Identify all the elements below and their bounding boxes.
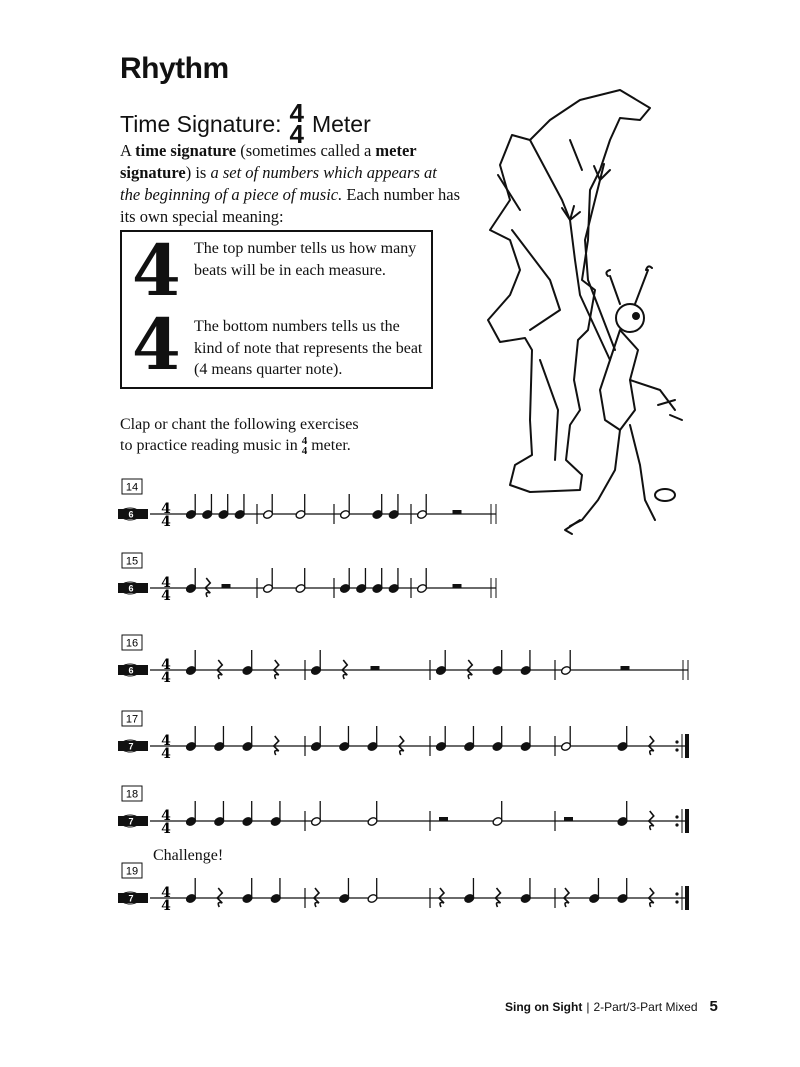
repeat-dot [675, 823, 678, 826]
exercise-number: 18 [125, 788, 139, 801]
half-rest [453, 510, 462, 514]
cd-track-number: 7 [128, 816, 134, 827]
intro-text: ) is [185, 163, 211, 182]
big-bottom-number: 4 [132, 303, 181, 386]
practice-line-1: Clap or chant the following exercises [120, 416, 359, 433]
exercise-number: 17 [125, 713, 139, 726]
time-signature-top: 4 [161, 575, 171, 591]
definition-text: a set of numbers which appears at the beginning of a piece of music. [120, 163, 437, 204]
time-signature-top: 4 [161, 733, 171, 749]
time-signature-bottom: 4 [161, 746, 171, 762]
exercise-number: 14 [125, 481, 139, 494]
term-meter-signature: meter signature [120, 141, 417, 182]
time-signature-bottom: 4 [161, 670, 171, 686]
half-rest [371, 666, 380, 670]
time-signature-top: 4 [161, 501, 171, 517]
time-signature-bottom: 4 [161, 514, 171, 530]
half-rest [222, 584, 231, 588]
half-rest [621, 666, 630, 670]
cd-track-number: 6 [128, 509, 134, 520]
exercise-number: 16 [125, 637, 139, 650]
repeat-dot [675, 892, 678, 895]
practice-text: to practice reading music in [120, 437, 298, 454]
practice-text: meter. [311, 437, 351, 454]
time-signature-bottom: 4 [161, 588, 171, 604]
cd-track-number: 7 [128, 893, 134, 904]
time-signature-top: 4 [289, 97, 304, 128]
page-title: Rhythm [120, 52, 229, 85]
time-signature-top: 4 [161, 885, 171, 901]
heading-prefix: Time Signature: [120, 110, 282, 137]
intro-text: Each number has its own special meaning: [120, 185, 460, 226]
time-signature-top: 4 [161, 657, 171, 673]
time-signature-top: 4 [161, 808, 171, 824]
cd-track-number: 7 [128, 741, 134, 752]
mini-bottom: 4 [301, 445, 308, 458]
big-top-number: 4 [132, 229, 181, 312]
repeat-dot [675, 740, 678, 743]
repeat-dot [675, 748, 678, 751]
footer-separator: | [586, 1000, 590, 1014]
exercise-number: 15 [125, 555, 139, 568]
term-time-signature: time signature [135, 141, 237, 160]
half-rest [453, 584, 462, 588]
exercise-number: 19 [125, 865, 139, 878]
time-signature-bottom: 4 [161, 898, 171, 914]
repeat-dot [675, 815, 678, 818]
edition-label: 2-Part/3-Part Mixed [593, 1000, 698, 1014]
mini-top: 4 [301, 435, 308, 448]
cd-track-number: 6 [128, 665, 134, 676]
heading-suffix: Meter [311, 110, 371, 137]
book-title: Sing on Sight [505, 1000, 583, 1014]
repeat-dot [675, 900, 678, 903]
page-footer [505, 998, 718, 1015]
time-signature-bottom: 4 [161, 821, 171, 837]
page-number: 5 [709, 998, 718, 1015]
intro-text: (sometimes called a [236, 141, 376, 160]
half-rest [439, 817, 448, 821]
top-number-explanation: The top number tells us how many beats will be in each measure. [194, 240, 417, 279]
challenge-label: Challenge! [153, 847, 224, 864]
time-signature-bottom: 4 [289, 119, 304, 149]
cd-track-number: 6 [128, 583, 134, 594]
half-rest [564, 817, 573, 821]
intro-text: A [120, 141, 136, 160]
bottom-number-explanation: The bottom numbers tells us the kind of note that represents the beat (4 means quarter note). [194, 318, 423, 378]
